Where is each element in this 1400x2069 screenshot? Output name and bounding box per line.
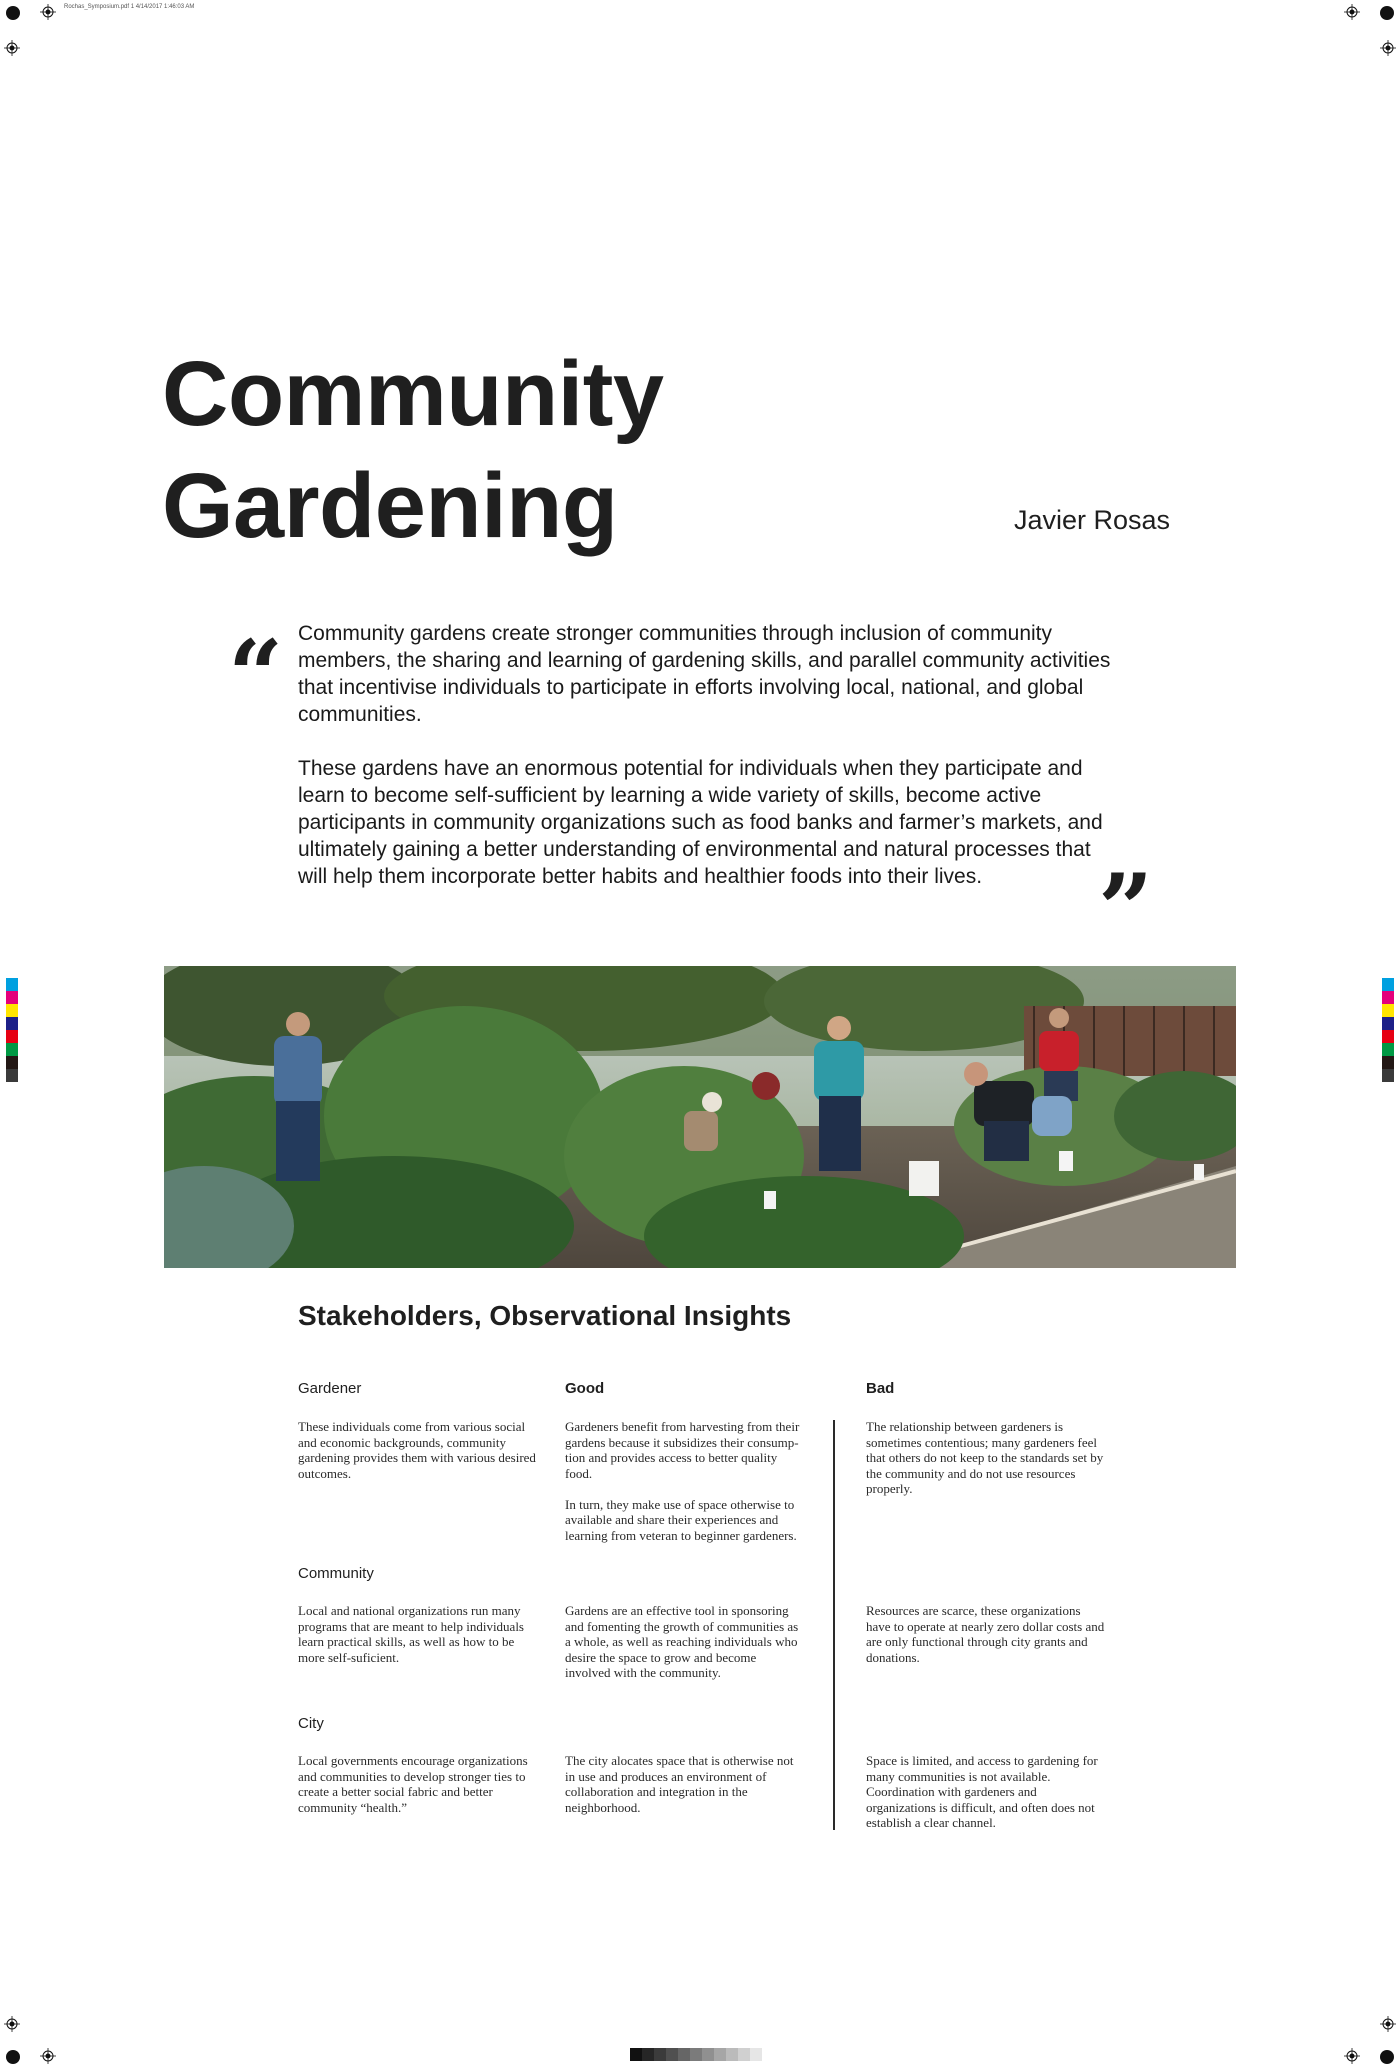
community-bad-text: Resources are scarce, these organizations have to operate at nearly zero dollar costs and are only functional through city grants and donations. <box>866 1603 1105 1665</box>
print-slug: Rochas_Symposium.pdf 1 4/14/2017 1:46:03 AM <box>64 4 195 10</box>
gray-swatch <box>714 2048 726 2061</box>
color-swatch <box>6 991 18 1004</box>
community-good-text: Gardens are an effective tool in sponsoring and fomenting the growth of communities as a whole, as well as reaching individuals who desire the space to grow and become involved with the community. <box>565 1603 799 1680</box>
gardener-description <box>298 1419 538 1497</box>
gardener-description-text: These individuals come from various social and economic backgrounds, community gardening provides them with various desired outcomes. <box>298 1419 536 1481</box>
corner-dot-bottom-right <box>1380 2050 1394 2064</box>
garden-photo <box>164 966 1236 1268</box>
title-line-2: Gardening <box>162 455 618 557</box>
color-swatch <box>1382 1004 1394 1017</box>
community-bad <box>866 1603 1106 1681</box>
open-quote-icon: “ <box>228 619 284 732</box>
gray-swatch <box>630 2048 642 2061</box>
color-swatch <box>1382 991 1394 1004</box>
color-swatch <box>1382 1030 1394 1043</box>
color-bar-left <box>6 978 18 1082</box>
community-good <box>565 1603 805 1696</box>
registration-mark-icon <box>4 40 20 56</box>
gardener-good-text-1: Gardeners benefit from harvesting from their gardens because it subsidizes their consump- tion and provides access to better quality food. <box>565 1419 800 1481</box>
registration-mark-icon <box>1380 2016 1396 2032</box>
color-swatch <box>1382 978 1394 991</box>
gardener-good <box>565 1419 805 1559</box>
stakeholder-header-gardener: Gardener <box>298 1380 362 1397</box>
registration-mark-icon <box>1380 40 1396 56</box>
color-swatch <box>6 1017 18 1030</box>
column-header-bad: Bad <box>866 1380 895 1397</box>
stakeholder-header-city: City <box>298 1715 324 1732</box>
close-quote-icon: ” <box>1098 853 1154 966</box>
intro-quote <box>298 620 1118 917</box>
registration-mark-icon <box>4 2016 20 2032</box>
color-swatch <box>6 978 18 991</box>
page-title <box>162 338 664 562</box>
registration-mark-icon <box>1344 2048 1360 2064</box>
registration-mark-icon <box>40 2048 56 2064</box>
stakeholder-header-community: Community <box>298 1565 374 1582</box>
gray-swatch <box>690 2048 702 2061</box>
gray-swatch <box>750 2048 762 2061</box>
title-line-1: Community <box>162 343 664 445</box>
gardener-bad-text: The relationship between gardeners is sometimes contentious; many gardeners feel that others do not keep to the standards set by the community and do not use resources properly. <box>866 1419 1104 1496</box>
city-description-text: Local governments encourage organizations and communities to develop stronger ties to create a better social fabric and better community “health.” <box>298 1753 528 1815</box>
gray-swatch <box>678 2048 690 2061</box>
grayscale-bar <box>630 2048 762 2061</box>
city-good <box>565 1753 805 1831</box>
community-description-text: Local and national organizations run many programs that are meant to help individuals learn practical skills, as well as how to be more self-suficient. <box>298 1603 524 1665</box>
corner-dot-top-right <box>1380 6 1394 20</box>
intro-paragraph-1: Community gardens create stronger communities through inclusion of community members, the sharing and learning of gardening skills, and parallel community activities that incentivise individuals to participate in efforts involving local, national, and global communities. <box>298 622 1111 726</box>
corner-dot-top-left <box>6 6 20 20</box>
community-description <box>298 1603 538 1681</box>
gray-swatch <box>654 2048 666 2061</box>
gray-swatch <box>726 2048 738 2061</box>
color-swatch <box>6 1069 18 1082</box>
city-bad <box>866 1753 1106 1846</box>
color-swatch <box>1382 1043 1394 1056</box>
gardener-good-text-2: In turn, they make use of space otherwise to available and share their experiences and learning from veteran to beginner gardeners. <box>565 1496 797 1543</box>
gray-swatch <box>642 2048 654 2061</box>
gardener-bad <box>866 1419 1106 1512</box>
column-header-good: Good <box>565 1380 605 1397</box>
color-swatch <box>1382 1056 1394 1069</box>
color-swatch <box>1382 1069 1394 1082</box>
gray-swatch <box>702 2048 714 2061</box>
gray-swatch <box>666 2048 678 2061</box>
intro-paragraph-2: These gardens have an enormous potential for individuals when they participate and learn to become self-sufficient by learning a wide variety of skills, become active participants in community organizations such as food banks and farmer’s markets, and ultimately gaining a better understanding of environmental and natural processes that will help them incorporate better habits and healthier foods into their lives. <box>298 757 1103 888</box>
garden-photo-illustration <box>164 966 1236 1268</box>
color-swatch <box>6 1030 18 1043</box>
column-divider <box>833 1420 835 1830</box>
section-title: Stakeholders, Observational Insights <box>298 1300 792 1331</box>
city-good-text: The city alocates space that is otherwise not in use and produces an environment of collaboration and integration in the neighborhood. <box>565 1753 794 1815</box>
color-swatch <box>6 1056 18 1069</box>
registration-mark-icon <box>40 4 56 20</box>
city-bad-text: Space is limited, and access to gardening for many communities is not available. Coordination with gardeners and organizations is difficult, and often does not establish a clear channel. <box>866 1753 1098 1830</box>
corner-dot-bottom-left <box>6 2050 20 2064</box>
author-name: Javier Rosas <box>1013 505 1170 535</box>
color-swatch <box>6 1043 18 1056</box>
city-description <box>298 1753 538 1831</box>
gray-swatch <box>738 2048 750 2061</box>
color-swatch <box>6 1004 18 1017</box>
color-swatch <box>1382 1017 1394 1030</box>
registration-mark-icon <box>1344 4 1360 20</box>
color-bar-right <box>1382 978 1394 1082</box>
